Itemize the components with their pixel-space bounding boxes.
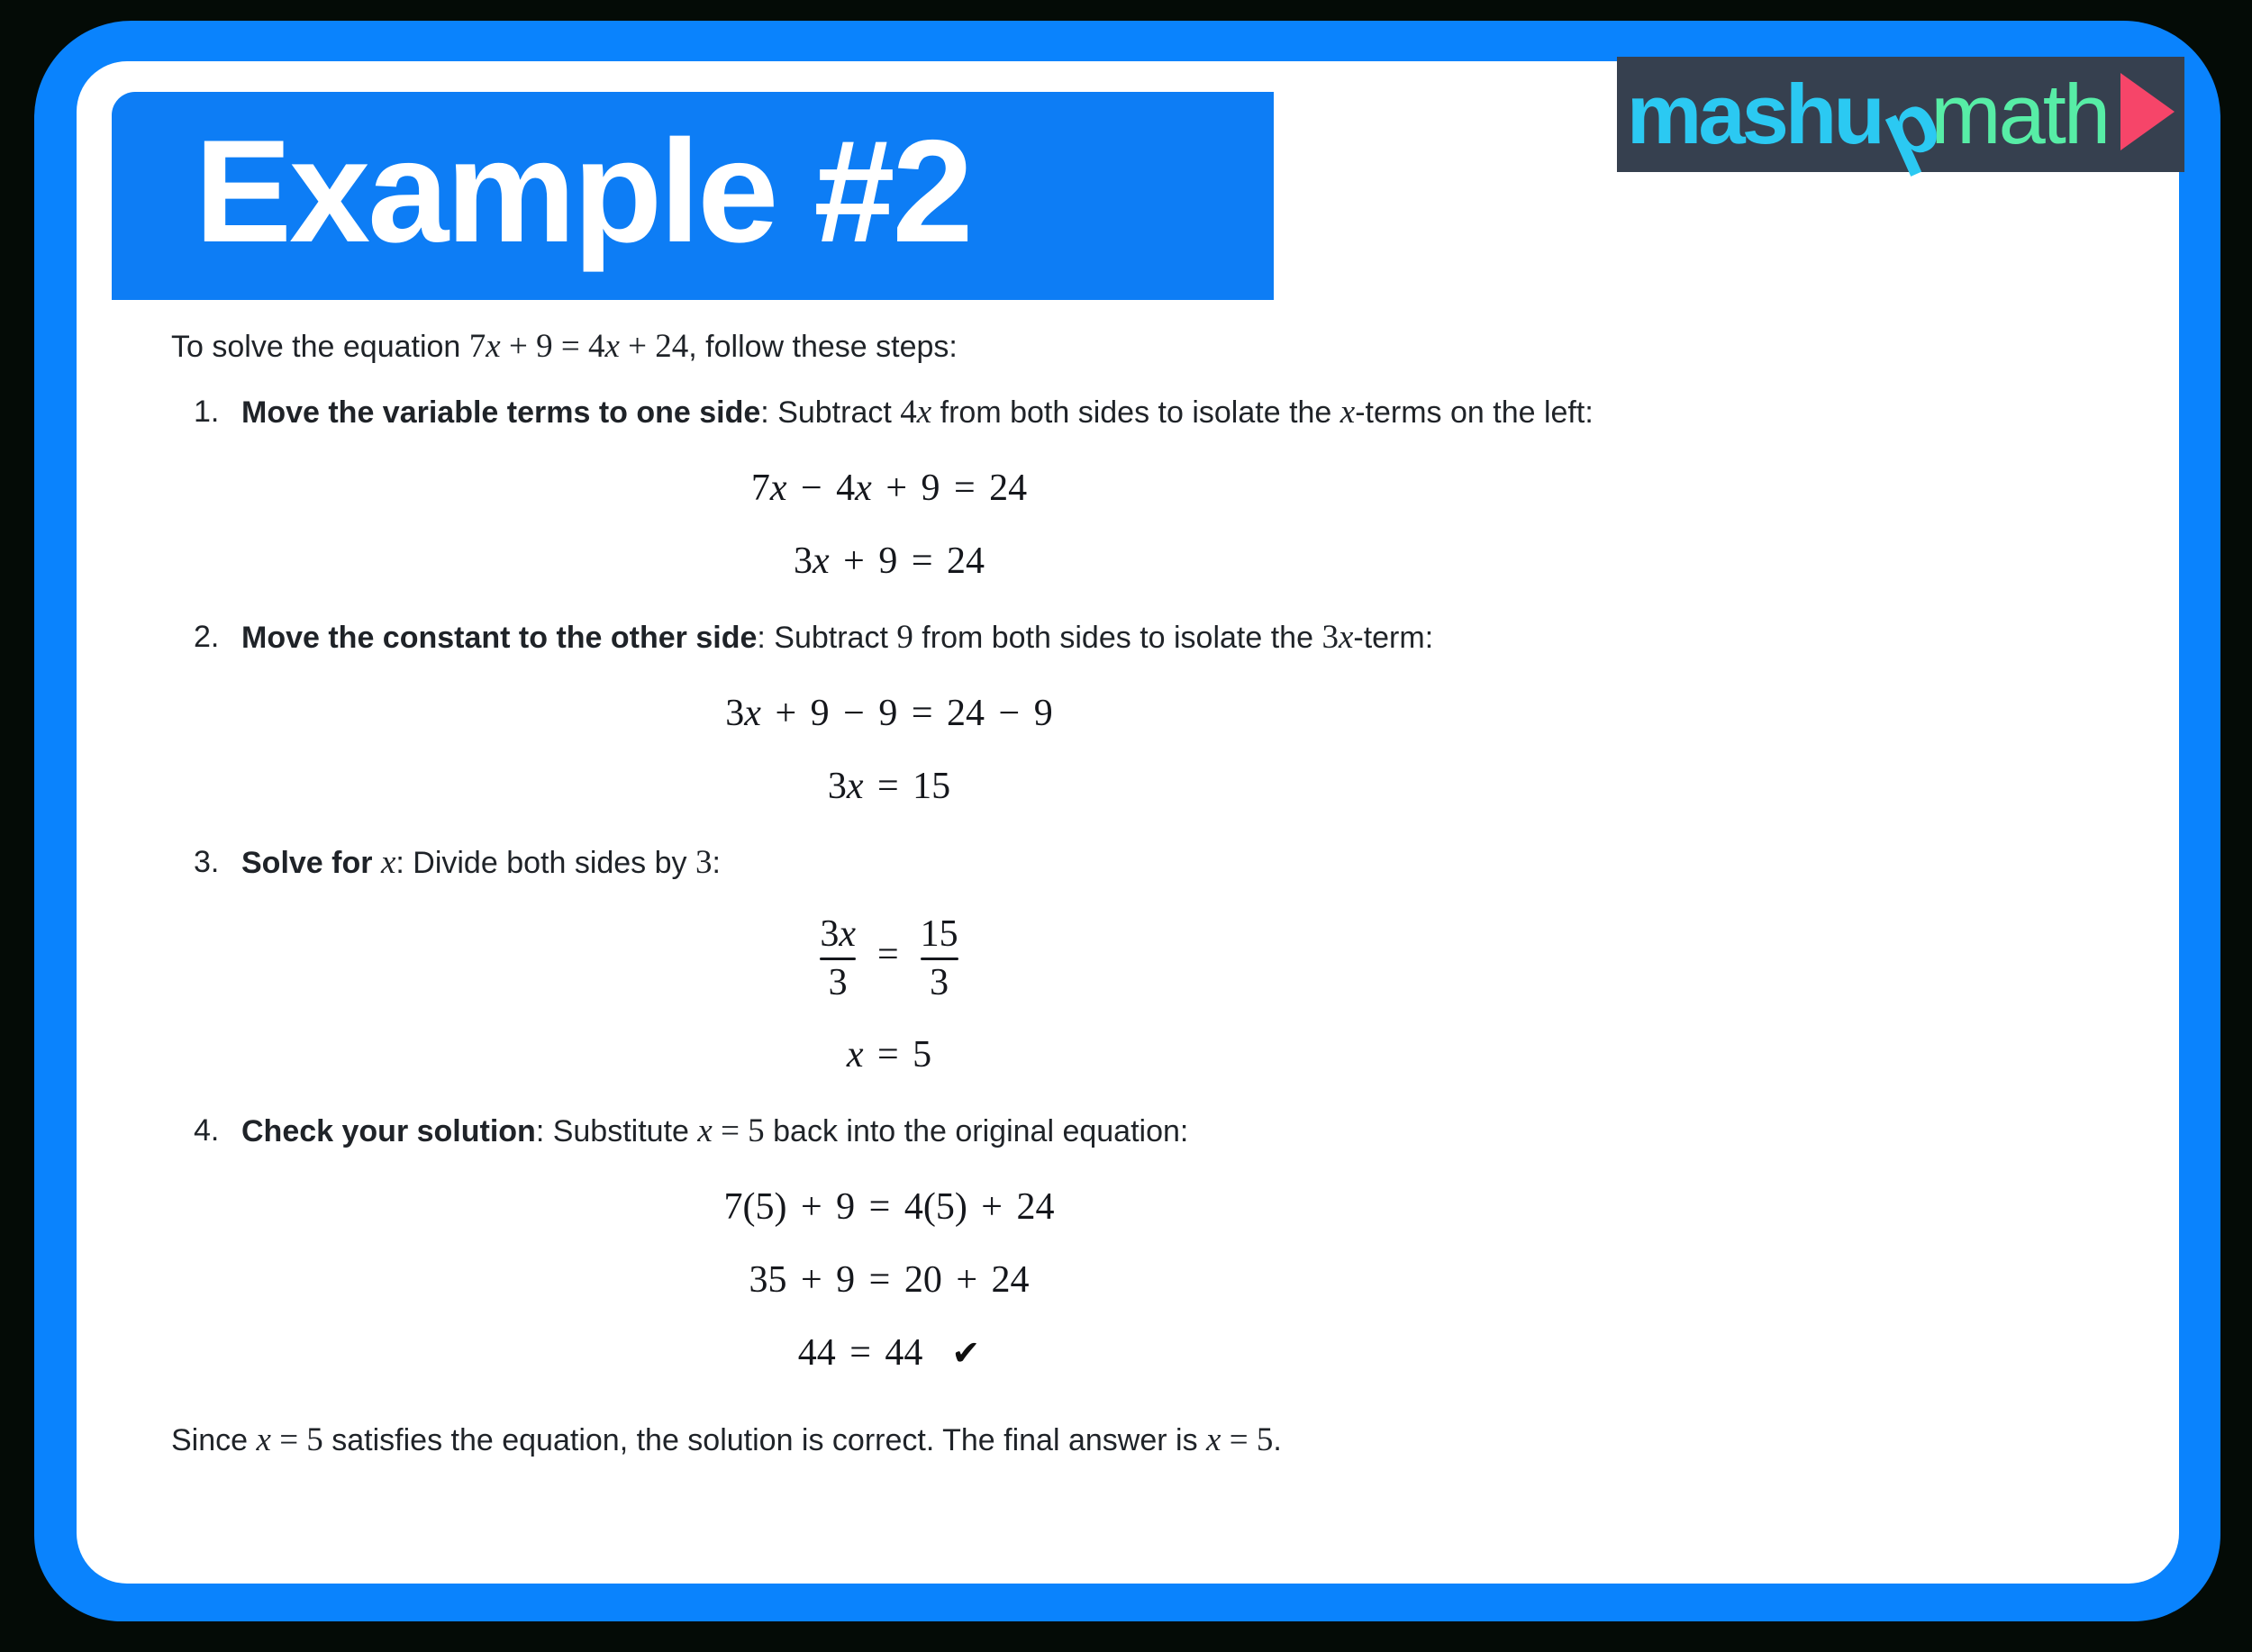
conclusion-text-post: .: [1273, 1423, 1282, 1457]
step-text-segment: Move the variable terms to one side: [241, 395, 761, 430]
inline-math: x: [380, 844, 396, 881]
equation-text: 3x = 15: [827, 766, 951, 807]
play-triangle-icon: [2120, 73, 2175, 150]
step-number: 4.: [194, 1113, 220, 1148]
conclusion-inline-math-2: x = 5: [1206, 1421, 1274, 1458]
logo-text-math: math: [1930, 67, 2109, 161]
step-text-segment: : Subtract: [757, 621, 897, 655]
equation-line: [171, 1034, 1607, 1076]
fraction-numerator: 15: [920, 913, 958, 955]
equals-sign: =: [876, 934, 899, 976]
equation-line: [171, 766, 1607, 808]
step-item-4: [171, 1107, 1607, 1156]
fraction-denominator: 3: [828, 962, 848, 1003]
fraction-left: [816, 914, 859, 1003]
step-text: [241, 839, 1607, 887]
step-text-segment: :: [712, 846, 721, 880]
fraction-denominator: 3: [930, 962, 949, 1003]
step-text-segment: : Subtract: [760, 395, 901, 430]
equation-text: x = 5: [846, 1034, 932, 1076]
step-text: [241, 613, 1607, 662]
solution-content: [171, 322, 1607, 1465]
conclusion-text-pre: Since: [171, 1423, 257, 1457]
equation-text: 7x − 4x + 9 = 24: [750, 467, 1028, 509]
step-text: [241, 388, 1607, 437]
step-text-segment: -terms on the left:: [1355, 395, 1594, 430]
step-item-1: [171, 388, 1607, 437]
inline-math: x = 5: [697, 1112, 765, 1149]
intro-text-pre: To solve the equation: [171, 330, 469, 364]
equation-text: 44 = 44: [797, 1332, 923, 1374]
inline-math: 3: [695, 844, 713, 881]
step-text-segment: : Substitute: [535, 1114, 698, 1148]
conclusion-inline-math-1: x = 5: [256, 1421, 323, 1458]
step-text-segment: from both sides to isolate the: [913, 621, 1322, 655]
conclusion-text-mid: satisfies the equation, the solution is correct. The final answer is: [322, 1423, 1207, 1457]
step-text-segment: from both sides to isolate the: [931, 395, 1340, 430]
title-banner: [112, 92, 1274, 300]
equation-line: [171, 1332, 1607, 1375]
inline-math: x: [1339, 394, 1356, 431]
step-text-segment: Move the constant to the other side: [241, 621, 758, 655]
step-number: 2.: [194, 620, 220, 654]
page-title: Example #2: [195, 109, 971, 273]
equation-line: [171, 540, 1607, 583]
equation-line: [171, 467, 1607, 510]
logo-text-mashu: mashu: [1626, 67, 1882, 161]
logo-tilted-p: p: [1866, 73, 1950, 180]
fraction-bar: [921, 958, 958, 960]
slide-frame: [34, 21, 2220, 1621]
intro-text-post: , follow these steps:: [688, 330, 958, 364]
intro-inline-math: 7x + 9 = 4x + 24: [468, 328, 689, 365]
equation-line: [171, 1259, 1607, 1302]
fraction-right: [917, 914, 962, 1003]
step-text: [241, 1107, 1607, 1156]
step-item-3: [171, 839, 1607, 887]
mashupmath-logo: [1617, 57, 2184, 180]
inline-math: 4x: [900, 394, 932, 431]
equation-line: [171, 1186, 1607, 1229]
step-text-segment: -term:: [1353, 621, 1434, 655]
inline-math: 9: [896, 619, 913, 656]
equation-text: 3x + 9 − 9 = 24 − 9: [725, 693, 1053, 734]
intro-paragraph: [171, 322, 1607, 371]
fraction-numerator: 3x: [820, 913, 856, 955]
equation-text: 35 + 9 = 20 + 24: [749, 1259, 1030, 1301]
step-number: 3.: [194, 845, 220, 879]
equation-text: 7(5) + 9 = 4(5) + 24: [723, 1186, 1055, 1228]
equation-line: [171, 914, 1607, 1003]
step-item-2: [171, 613, 1607, 662]
content-card: [77, 61, 2179, 1584]
equation-line: [171, 693, 1607, 735]
conclusion-paragraph: [171, 1416, 1607, 1465]
step-number: 1.: [194, 395, 220, 429]
inline-math: 3x: [1321, 619, 1354, 656]
equation-text: 3x + 9 = 24: [793, 540, 985, 582]
step-text-segment: Check your solution: [241, 1114, 536, 1148]
checkmark-icon: ✔: [951, 1333, 981, 1373]
step-text-segment: Solve for: [241, 846, 381, 880]
fraction-bar: [820, 958, 856, 960]
step-text-segment: back into the original equation:: [764, 1114, 1189, 1148]
steps-list: [171, 388, 1607, 1375]
step-text-segment: : Divide both sides by: [395, 846, 695, 880]
